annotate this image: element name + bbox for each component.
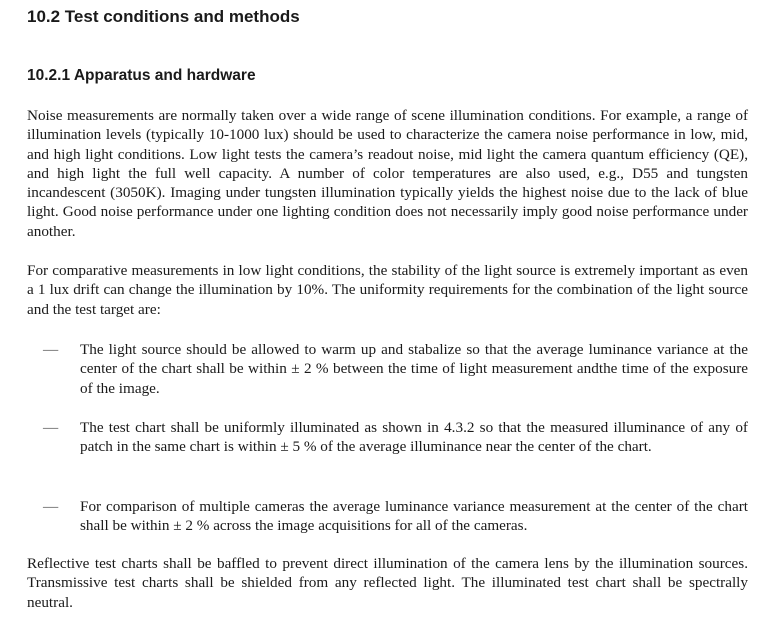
dash-marker: — <box>43 341 59 358</box>
section-heading: 10.2 Test conditions and methods <box>27 7 300 26</box>
list-item-text: The test chart shall be uniformly illuminated as shown in 4.3.2 so that the measured illuminance of any of patch in the same chart is within ± 5 % of the average illuminance near the center of the chart. <box>80 419 748 456</box>
dash-marker: — <box>43 498 59 515</box>
list-item-text: For comparison of multiple cameras the average luminance variance measurement at the center of the chart shall be within ± 2 % across the image acquisitions for all of the cameras. <box>80 498 748 535</box>
list-item-text: The light source should be allowed to warm up and stabalize so that the average luminance variance at the center of the chart shall be within ± 2 % between the time of light measurement andthe time of the exposure of the image. <box>80 341 748 397</box>
paragraph-comparative-measurements: For comparative measurements in low light conditions, the stability of the light source is extremely important as even a 1 lux drift can change the illumination by 10%. The uniformity requirements for the combination of the light source and the test target are: <box>27 262 748 318</box>
paragraph-noise-measurements: Noise measurements are normally taken over a wide range of scene illumination conditions. For example, a range of illumination levels (typically 10-1000 lux) should be used to characterize the camera noise performance in low, mid, and high light conditions. Low light tests the camera’s readout noise, mid light the camera quantum efficiency (QE), and high light the full well capacity. A number of color temperatures are also used, e.g., D55 and tungsten incandescent (3050K). Imaging under tungsten illumination typically yields the highest noise due to the lack of blue light. Good noise performance under one lighting condition does not necessarily imply good noise performance under another. <box>27 107 748 240</box>
paragraph-test-charts: Reflective test charts shall be baffled to prevent direct illumination of the camera lens by the illumination sources. Transmissive test charts shall be shielded from any reflected light. The illuminated test chart shall be spectrally neutral. <box>27 555 748 611</box>
dash-marker: — <box>43 419 59 436</box>
subsection-heading: 10.2.1 Apparatus and hardware <box>27 67 256 84</box>
